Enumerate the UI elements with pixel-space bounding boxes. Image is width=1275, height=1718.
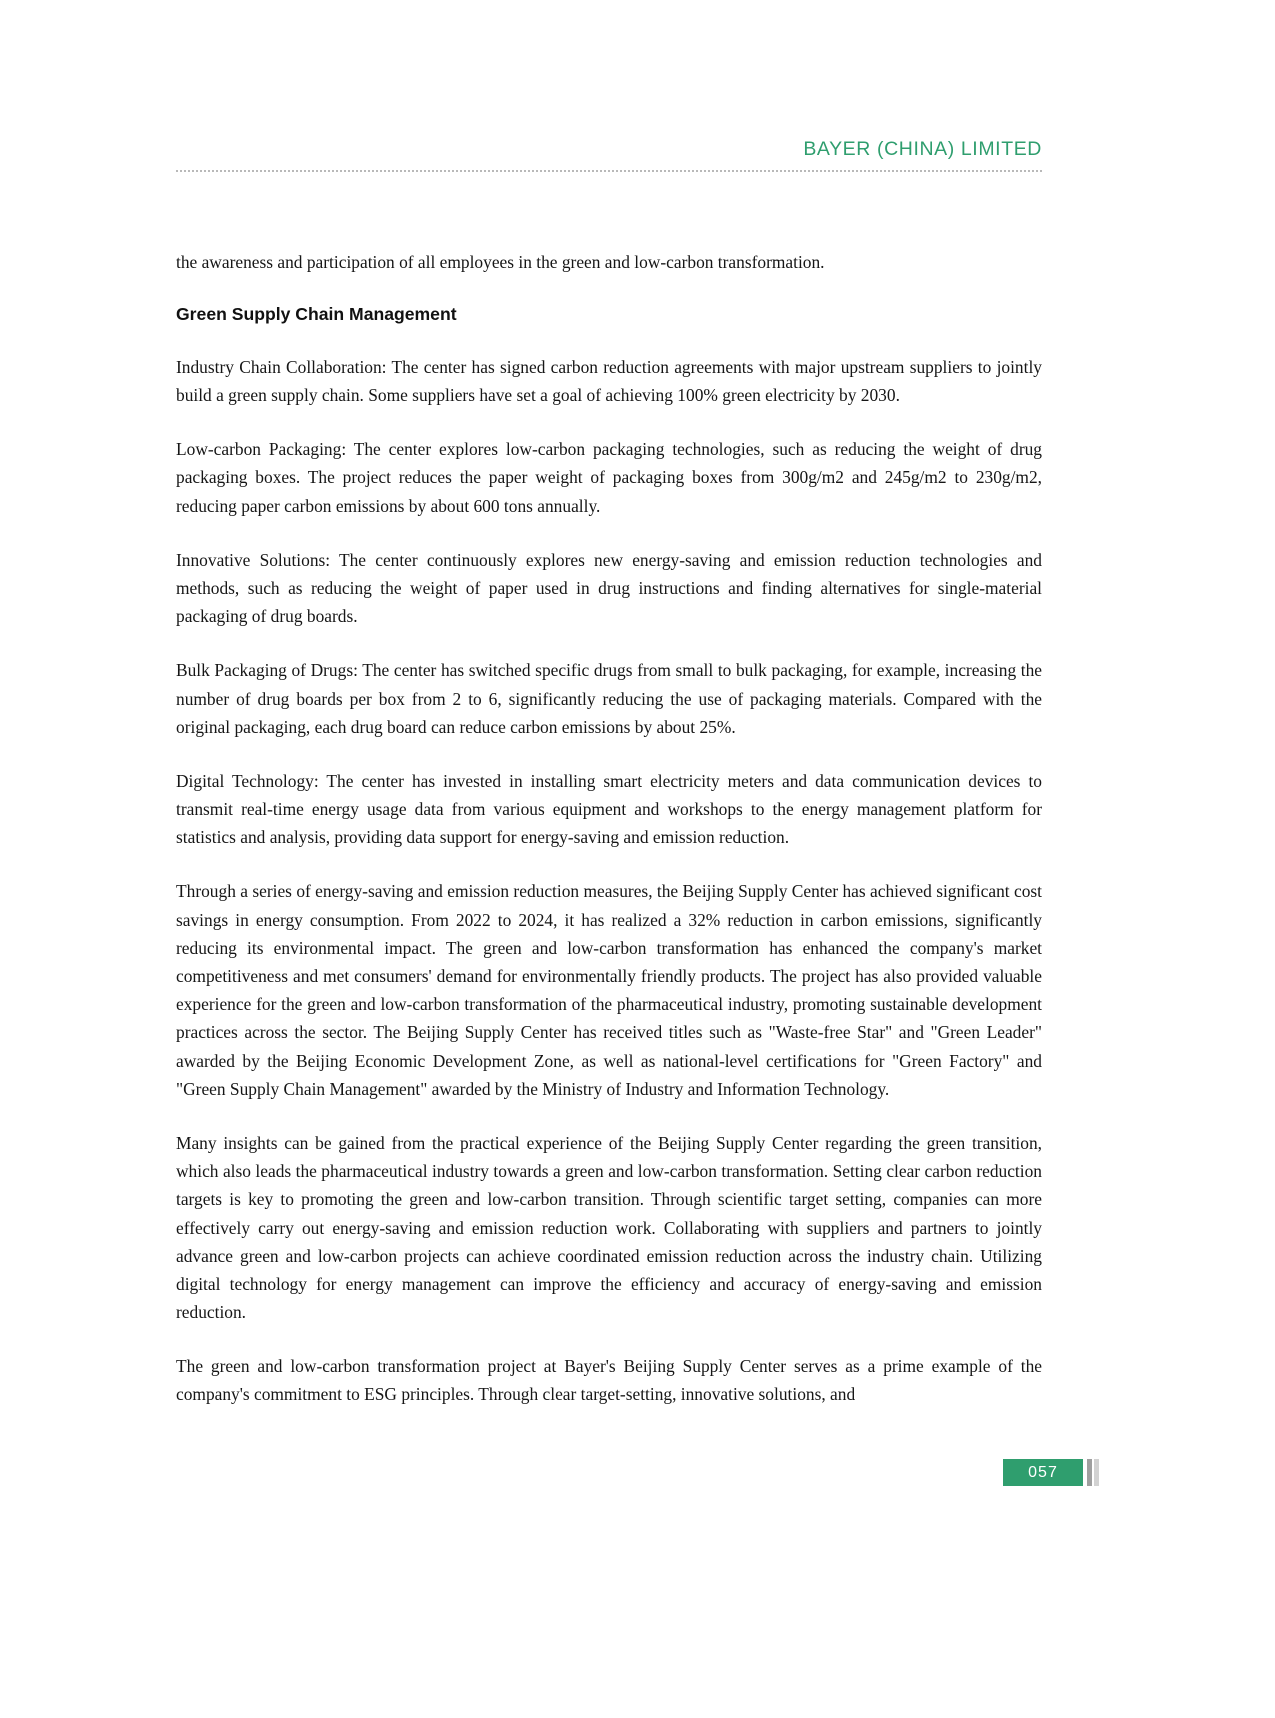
header-company-name: BAYER (CHINA) LIMITED — [803, 138, 1042, 160]
paragraph-low-carbon-packaging: Low-carbon Packaging: The center explores low-carbon packaging technologies, such as reducing the weight of drug packaging boxes. The project reduces the paper weight of packaging boxes from 300g/m2 and 245g/m2 to 230g/m2, reducing paper carbon emissions by about 600 tons annually. — [176, 439, 1042, 516]
paragraph-insights: Many insights can be gained from the practical experience of the Beijing Supply Center regarding the green transition, which also leads the pharmaceutical industry towards a green and low-carbon transformation. Setting clear carbon reduction targets is key to promoting the green and low-carbon transition. Through scientific target setting, companies can more effectively carry out energy-saving and emission reduction work. Collaborating with suppliers and partners to jointly advance green and low-carbon projects can achieve coordinated emission reduction across the industry chain. Utilizing digital technology for energy management can improve the efficiency and accuracy of energy-saving and emission reduction. — [176, 1132, 1042, 1323]
paragraph-industry-chain-collaboration: Industry Chain Collaboration: The center has signed carbon reduction agreements with major upstream suppliers to jointly build a green supply chain. Some suppliers have set a goal of achieving 100% green electricity by 2030. — [176, 356, 1042, 405]
page-footer — [1003, 1459, 1099, 1486]
page-number: 057 — [1003, 1459, 1083, 1486]
paragraph-bulk-packaging-of-drugs: Bulk Packaging of Drugs: The center has switched specific drugs from small to bulk packaging, for example, increasing the number of drug boards per box from 2 to 6, significantly reducing the use of packaging materials. Compared with the original packaging, each drug board can reduce carbon emissions by about 25%. — [176, 660, 1042, 737]
section-heading: Green Supply Chain Management — [176, 304, 457, 325]
header-divider — [176, 170, 1042, 172]
footer-bar-dark — [1087, 1459, 1092, 1486]
paragraph-innovative-solutions: Innovative Solutions: The center continuously explores new energy-saving and emission reduction technologies and methods, such as reducing the weight of paper used in drug instructions and finding alternatives for single-material packaging of drug boards. — [176, 549, 1042, 627]
page-header — [176, 138, 1042, 172]
paragraph-digital-technology: Digital Technology: The center has invested in installing smart electricity meters and data communication devices to transmit real-time energy usage data from various equipment and workshops to the energy management platform for statistics and analysis, providing data support for energy-saving and emission reduction. — [176, 770, 1042, 848]
footer-bar-light — [1094, 1459, 1099, 1486]
page-content — [176, 248, 1042, 1409]
intro-paragraph: the awareness and participation of all employees in the green and low-carbon transformation. — [176, 252, 825, 272]
paragraph-results-summary: Through a series of energy-saving and emission reduction measures, the Beijing Supply Center has achieved significant cost savings in energy consumption. From 2022 to 2024, it has realized a 32% reduction in carbon emissions, significantly reducing its environmental impact. The green and low-carbon transformation has enhanced the company's market competitiveness and met consumers' demand for environmentally friendly products. The project has also provided valuable experience for the green and low-carbon transformation of the pharmaceutical industry, promoting sustainable development practices across the sector. The Beijing Supply Center has received titles such as "Waste-free Star" and "Green Leader" awarded by the Beijing Economic Development Zone, as well as national-level certifications for "Green Factory" and "Green Supply Chain Management" awarded by the Ministry of Industry and Information Technology. — [176, 881, 1042, 1099]
paragraph-conclusion: The green and low-carbon transformation project at Bayer's Beijing Supply Center serves as a prime example of the company's commitment to ESG principles. Through clear target-setting, innovative solutions, and — [176, 1356, 1042, 1405]
